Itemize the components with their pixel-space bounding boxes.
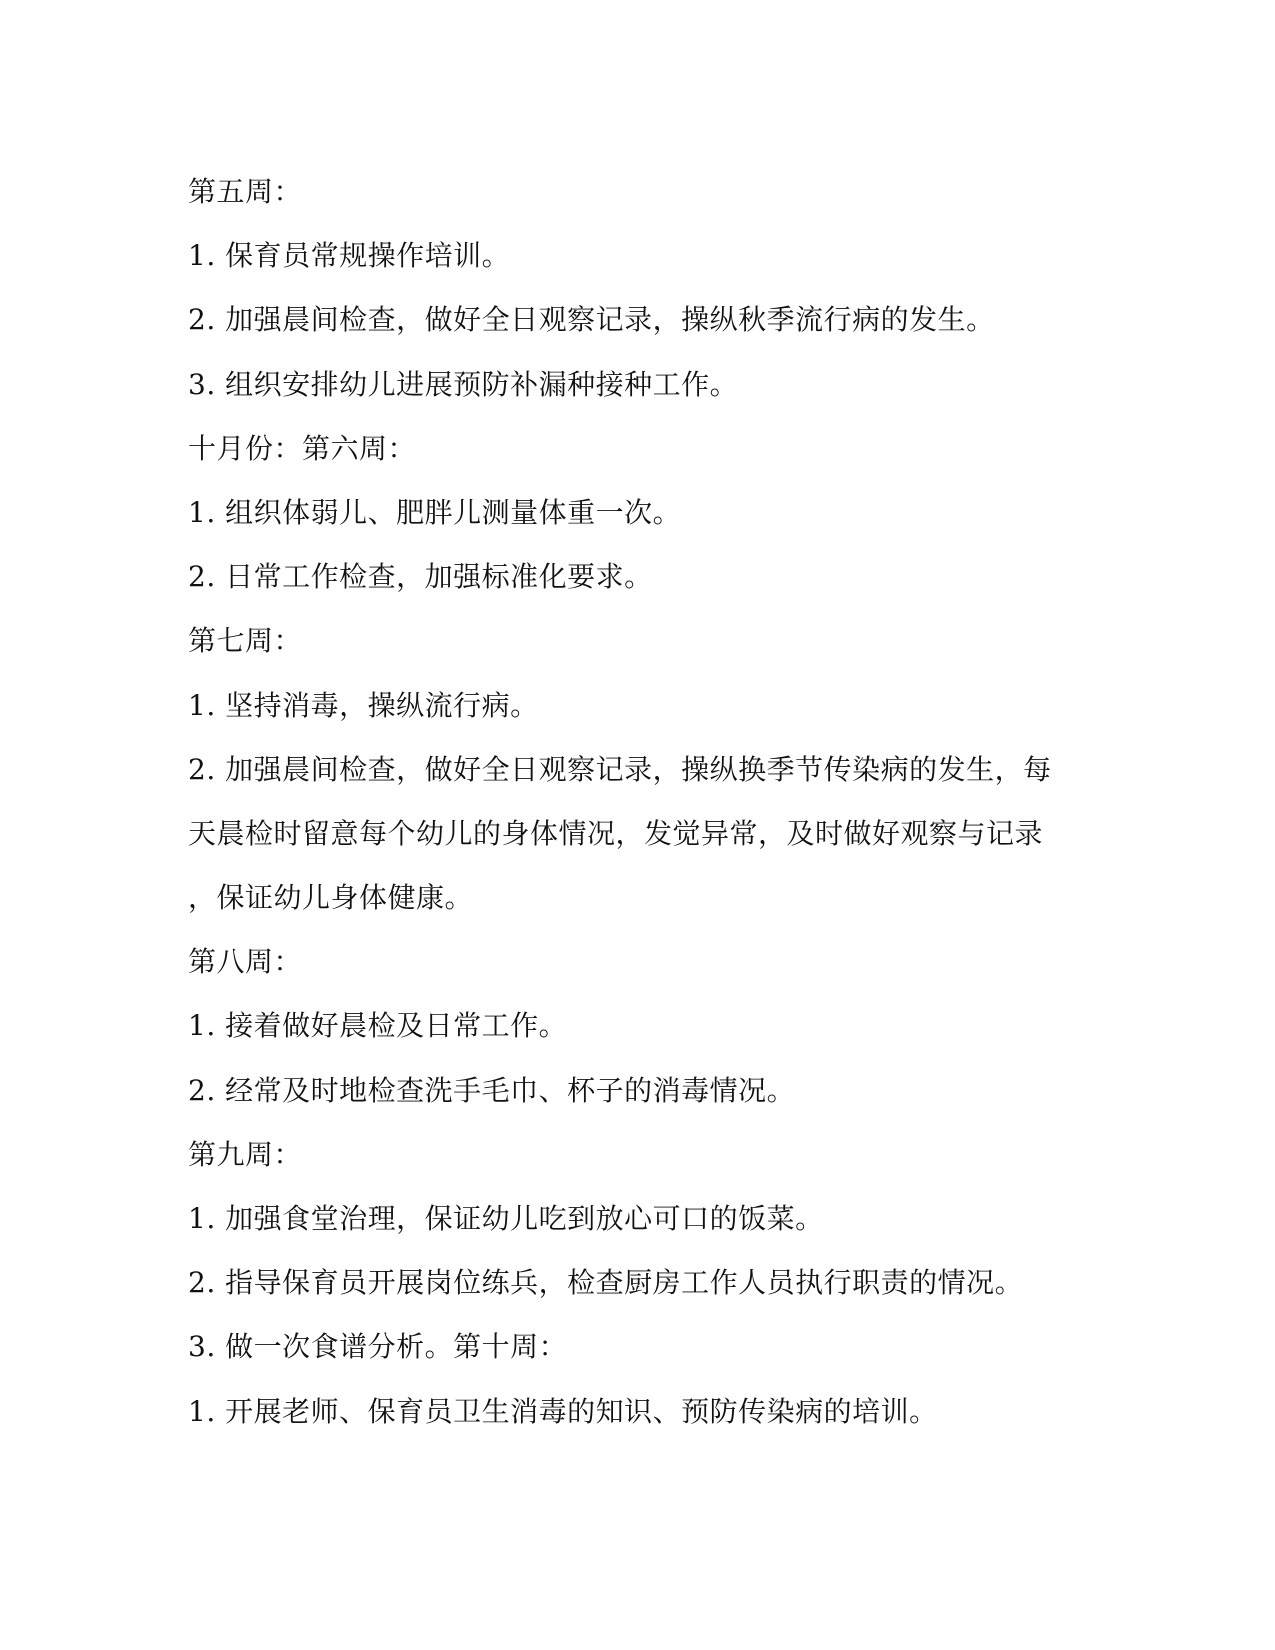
heading-week-5: 第五周： (188, 175, 303, 208)
list-item: 2. 日常工作检查，加强标准化要求。 (188, 560, 653, 594)
list-item: 1. 加强食堂治理，保证幼儿吃到放心可口的饭菜。 (188, 1202, 824, 1235)
document-body (188, 160, 1068, 1444)
list-item: 1. 组织体弱儿、肥胖儿测量体重一次。 (188, 495, 682, 529)
list-item: 1. 保育员常规操作培训。 (188, 239, 511, 273)
list-item: 1. 坚持消毒，操纵流行病。 (188, 688, 539, 722)
list-item: 3. 做一次食谱分析。第十周： (188, 1330, 568, 1364)
list-item: 2. 加强晨间检查，做好全日观察记录，操纵秋季流行病的发生。 (188, 303, 995, 337)
list-item: 3. 组织安排幼儿进展预防补漏种接种工作。 (188, 367, 739, 401)
list-item: 2. 加强晨间检查，做好全日观察记录，操纵换季节传染病的发生，每 (188, 752, 1052, 786)
heading-week-8: 第八周： (188, 945, 303, 979)
list-item-continuation: 天晨检时留意每个幼儿的身体情况，发觉异常，及时做好观察与记录 (188, 816, 1044, 850)
heading-week-9: 第九周： (188, 1137, 303, 1171)
heading-week-7: 第七周： (188, 624, 303, 658)
list-item: 2. 指导保育员开展岗位练兵，检查厨房工作人员执行职责的情况。 (188, 1266, 1024, 1300)
heading-october-week-6: 十月份：第六周： (188, 431, 417, 465)
list-item-continuation: ，保证幼儿身体健康。 (188, 881, 474, 915)
list-item: 1. 开展老师、保育员卫生消毒的知识、预防传染病的培训。 (188, 1394, 938, 1428)
list-item: 2. 经常及时地检查洗手毛巾、杯子的消毒情况。 (188, 1073, 796, 1107)
list-item: 1. 接着做好晨检及日常工作。 (188, 1009, 568, 1043)
